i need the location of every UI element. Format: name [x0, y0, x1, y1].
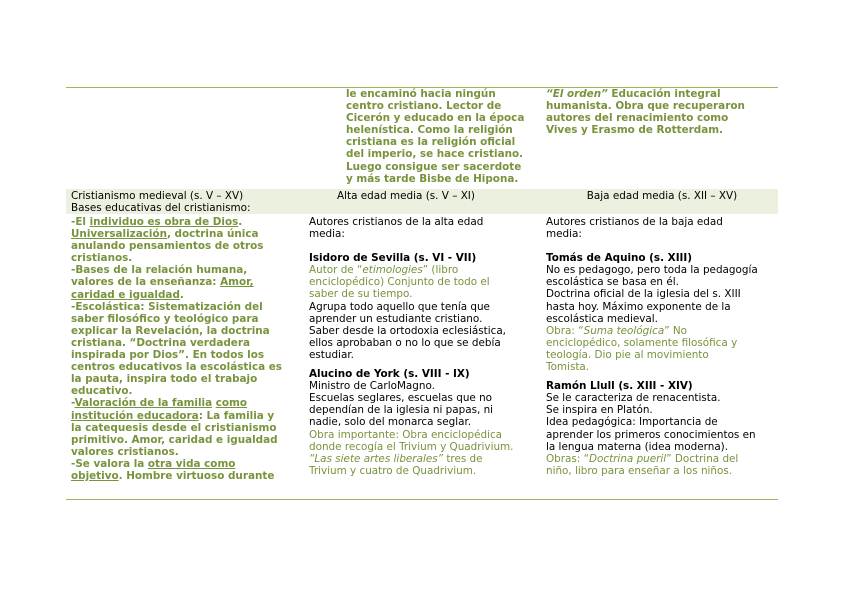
text-line: Ministro de CarloMagno. [309, 380, 435, 393]
text-line: ellos aprobaban o no lo que se debía [309, 336, 501, 349]
text-line: Idea pedagógica: Importancia de [546, 416, 718, 429]
text-run: - [71, 397, 75, 410]
key-term: objetivo [71, 469, 119, 482]
text-line: Tomista. [546, 361, 590, 374]
text-run: . [238, 216, 243, 228]
text-line: Agrupa todo aquello que tenía que [309, 300, 490, 313]
top-row-col2 [346, 88, 546, 185]
text-line: teología. Dio pie al movimiento [546, 348, 709, 361]
text-line: saber de su tiempo. [309, 288, 413, 301]
text-line: educativo. [71, 385, 133, 398]
text-run: valores de la enseñanza: [71, 276, 221, 289]
text-line: del imperio, se hace cristiano. [346, 148, 524, 161]
text-run: ” No [664, 324, 688, 337]
work-title: “El orden” [546, 88, 608, 100]
text-line: aprender los primeros conocimientos en [546, 428, 756, 441]
text-line [71, 470, 306, 482]
key-term: Valoración de la familia [74, 397, 213, 410]
text-line [309, 264, 545, 276]
text-line: Se inspira en Platón. [546, 404, 653, 417]
work-title: “Las siete artes liberales” [309, 452, 444, 465]
text-line [71, 458, 306, 470]
header-title: Baja edad media (s. XII – XV) [586, 190, 738, 202]
text-line [71, 410, 306, 422]
header-col3 [546, 190, 778, 202]
text-line: Luego consigue ser sacerdote [346, 160, 522, 173]
text-line [71, 397, 306, 409]
text-line: media: [309, 228, 345, 241]
text-run: -El [71, 216, 90, 228]
text-line: y más tarde Bisbe de Hipona. [346, 172, 519, 185]
text-line [71, 289, 306, 301]
header-col2 [306, 190, 506, 202]
text-line: -Escolástica: Sistematización del [71, 300, 263, 313]
key-term: Universalización [71, 228, 167, 241]
text-line: media: [546, 228, 582, 241]
author-heading: Tomás de Aquino (s. XIII) [546, 252, 693, 265]
text-line: Autores cristianos de la alta edad [309, 216, 484, 228]
key-term: individuo es obra de Dios [89, 216, 239, 228]
text-run: -Se valora la [71, 457, 148, 470]
header-title: Cristianismo medieval (s. V – XV) [71, 190, 244, 202]
text-run: Obras: “ [546, 452, 590, 465]
key-term: caridad e igualdad [71, 288, 180, 301]
text-line: humanista. Obra que recuperaron [546, 100, 745, 113]
text-line: valores cristianos. [71, 445, 179, 458]
text-line: enciclopédico, solamente filosófica y [546, 336, 738, 349]
spacer [309, 240, 545, 252]
text-run: ” Doctrina del [666, 452, 739, 465]
text-run: . Hombre virtuoso durante [118, 469, 275, 482]
text-line: le encaminó hacia ningún [346, 88, 496, 100]
text-run: ” (libro [422, 264, 459, 277]
text-line: centro cristiano. Lector de [346, 100, 502, 113]
author-heading: Alucino de York (s. VIII - IX) [309, 368, 470, 381]
spacer [309, 361, 545, 368]
work-title: etimologies [362, 264, 423, 277]
text-line: la catequesis desde el cristianismo [71, 421, 277, 434]
key-term: como [215, 397, 247, 410]
text-line [71, 228, 306, 240]
text-line: -Bases de la relación humana, [71, 264, 248, 277]
text-line [546, 88, 776, 100]
text-line: hasta hoy. Máximo exponente de la [546, 300, 731, 313]
key-term: Amor, [220, 276, 254, 289]
key-term: otra vida como [147, 457, 236, 470]
text-line: Doctrina oficial de la iglesia del s. XIII [546, 288, 741, 301]
text-line: la pauta, inspira todo el trabajo [71, 373, 258, 386]
text-line: Saber desde la ortodoxia eclesiástica, [309, 324, 506, 337]
author-heading: Ramón Llull (s. XIII - XIV) [546, 380, 693, 393]
text-line: Se le caracteriza de renacentista. [546, 392, 721, 405]
work-title: Doctrina pueril [589, 452, 667, 465]
text-line: saber filosófico y teológico para [71, 312, 259, 325]
text-line: estudiar. [309, 348, 354, 361]
text-line: cristiana es la religión oficial [346, 136, 516, 149]
text-line: escolástica se basa en él. [546, 276, 679, 289]
text-line: cristianos. [71, 252, 133, 265]
text-line: escolástica medieval. [546, 312, 658, 325]
spacer [546, 373, 778, 380]
text-line: anulando pensamientos de otros [71, 240, 264, 253]
key-term: institución educadora [71, 409, 199, 422]
text-run: , doctrina única [166, 228, 259, 241]
text-line: Cicerón y educado en la época [346, 112, 525, 125]
text-line [71, 276, 306, 288]
text-line [546, 453, 778, 465]
author-heading: Isidoro de Sevilla (s. VI - VII) [309, 252, 477, 265]
text-line: No es pedagogo, pero toda la pedagogía [546, 264, 758, 277]
text-line: centros educativos la escolástica es [71, 361, 282, 374]
text-run: Autor de “ [309, 264, 363, 277]
text-line: niño, libro para enseñar a los niños. [546, 464, 733, 477]
text-line: explicar la Revelación, la doctrina [71, 324, 270, 337]
text-line: aprender un estudiante cristiano. [309, 312, 483, 325]
body-col1 [71, 216, 306, 482]
top-row-col3 [546, 88, 776, 136]
text-run: Obra: “ [546, 324, 584, 337]
text-run: . [179, 288, 184, 301]
text-line: cristiana. “Doctrina verdadera [71, 336, 250, 349]
header-col1 [71, 190, 306, 214]
header-subtitle: Bases educativas del cristianismo: [71, 202, 251, 215]
text-line: autores del renacimiento como [546, 112, 729, 125]
text-line: Vives y Erasmo de Rotterdam. [546, 124, 724, 137]
work-title: Suma teológica [583, 324, 665, 337]
text-run: tres de [443, 452, 483, 465]
text-run: : La familia y [198, 409, 275, 422]
text-line [309, 453, 545, 465]
body-col3 [546, 216, 778, 477]
text-line: donde recogía el Trivium y Quadrivium. [309, 440, 514, 453]
body-col2 [309, 216, 545, 477]
spacer [546, 240, 778, 252]
text-line: Autores cristianos de la baja edad [546, 216, 723, 228]
text-line [546, 325, 778, 337]
text-line: primitivo. Amor, caridad e igualdad [71, 433, 278, 446]
text-line: Obra importante: Obra enciclopédica [309, 428, 503, 441]
text-line: Trivium y cuatro de Quadrivium. [309, 464, 477, 477]
text-line: helenística. Como la religión [346, 124, 513, 137]
text-line: la lengua materna (idea moderna). [546, 440, 729, 453]
text-line: nadie, solo del monarca seglar. [309, 416, 472, 429]
text-line: dependían de la iglesia ni papas, ni [309, 404, 494, 417]
header-title: Alta edad media (s. V – XI) [337, 190, 475, 202]
text-line: enciclopédico) Conjunto de todo el [309, 276, 490, 289]
text-run: Educación integral [607, 88, 721, 100]
text-line [71, 216, 306, 228]
table-bottom-rule [66, 499, 778, 500]
text-line: Escuelas seglares, escuelas que no [309, 392, 493, 405]
text-line: inspirada por Dios”. En todos los [71, 349, 265, 362]
